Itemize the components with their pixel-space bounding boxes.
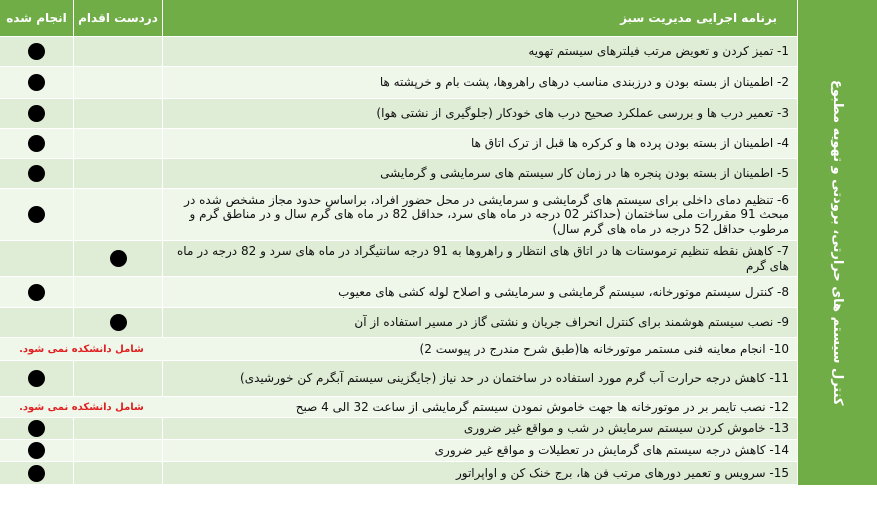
- done-cell: [0, 67, 74, 99]
- program-item: [163, 418, 797, 440]
- done-marker-icon: [28, 105, 45, 122]
- in-progress-cell: [74, 189, 163, 241]
- done-marker-icon: [28, 284, 45, 301]
- done-marker-icon: [28, 206, 45, 223]
- program-item-text: 5- اطمینان از بسته بودن پنجره ها در زمان کار سیستم های سرمایشی و گرمایشی: [380, 166, 789, 181]
- program-item: [163, 159, 797, 189]
- done-marker-icon: [28, 74, 45, 91]
- not-applicable-note: شامل دانشکده نمی شود.: [0, 338, 163, 361]
- program-item: [163, 241, 797, 277]
- program-item: [163, 189, 797, 241]
- program-item-text: 9- نصب سیستم هوشمند برای کنترل انحراف جریان و نشتی گاز در مسیر استفاده از آن: [354, 315, 789, 330]
- in-progress-cell: [74, 308, 163, 338]
- done-marker-icon: [28, 43, 45, 60]
- done-cell: [0, 99, 74, 129]
- in-progress-cell: [74, 462, 163, 485]
- in-progress-cell: [74, 361, 163, 397]
- done-cell: [0, 440, 74, 462]
- header-title: برنامه اجرایی مدیریت سبز: [163, 0, 797, 37]
- program-item-text: 8- کنترل سیستم موتورخانه، سیستم گرمایشی و سرمایشی و اصلاح لوله کشی های معیوب: [338, 284, 789, 299]
- side-category-text: کنترل سیستم های حرارتی، برودتی و تهویه مطبوع: [830, 79, 845, 406]
- program-item-text: 7- کاهش نقطه تنظیم ترموستات ها در اتاق های انتظار و راهروها به 91 درجه سانتیگراد در ماه های سرد و 82 درجه در ماه های گرم: [177, 244, 789, 273]
- program-item: [163, 67, 797, 99]
- done-marker-icon: [28, 165, 45, 182]
- header-in-progress: دردست اقدام: [74, 0, 163, 37]
- program-item-text: 13- خاموش کردن سیستم سرمایش در شب و مواقع غیر ضروری: [463, 421, 789, 436]
- done-marker-icon: [28, 420, 45, 437]
- done-marker-icon: [28, 135, 45, 152]
- program-item-text: 1- تمیز کردن و تعویض مرتب فیلترهای سیستم تهویه: [528, 44, 789, 59]
- program-item: [163, 308, 797, 338]
- in-progress-cell: [74, 418, 163, 440]
- program-item-text: 4- اطمینان از بسته بودن پرده ها و کرکره ها قبل از ترک اتاق ها: [470, 136, 789, 151]
- program-item-text: 6- تنظیم دمای داخلی برای سیستم های گرمایشی و سرمایشی در محل حضور افراد، براساس حدود مجاز مشخص شده در مبحث 91 مقررات ملی ساختمان (حداکثر 02 درجه در ماه های سرد، حداقل 82 در ماه های گرم سال و در مناطق گرم و مرطوب حداقل 52 درجه در ماه های گرم سال): [184, 192, 789, 236]
- in-progress-marker-icon: [110, 314, 127, 331]
- done-cell: [0, 462, 74, 485]
- program-item: [163, 338, 797, 361]
- in-progress-cell: [74, 129, 163, 159]
- in-progress-marker-icon: [110, 250, 127, 267]
- done-marker-icon: [28, 442, 45, 459]
- program-item-text: 14- کاهش درجه سیستم های گرمایش در تعطیلات و مواقع غیر ضروری: [434, 443, 789, 458]
- program-item-text: 3- تعمیر درب ها و بررسی عملکرد صحیح درب های خودکار (جلوگیری از نشتی هوا): [376, 106, 789, 121]
- done-cell: [0, 361, 74, 397]
- done-cell: [0, 129, 74, 159]
- in-progress-cell: [74, 67, 163, 99]
- program-item: [163, 277, 797, 308]
- done-cell: [0, 189, 74, 241]
- not-applicable-note: شامل دانشکده نمی شود.: [0, 397, 163, 418]
- program-item: [163, 462, 797, 485]
- in-progress-cell: [74, 241, 163, 277]
- program-item-text: 12- نصب تایمر بر در موتورخانه ها جهت خاموش نمودن سیستم گرمایشی از ساعت 32 الی 4 صبح: [295, 399, 789, 414]
- in-progress-cell: [74, 99, 163, 129]
- in-progress-cell: [74, 37, 163, 67]
- done-cell: [0, 241, 74, 277]
- program-item: [163, 99, 797, 129]
- program-item-text: 2- اطمینان از بسته بودن و درزبندی مناسب درهای راهروها، پشت بام و خرپشته ها: [379, 75, 789, 90]
- done-cell: [0, 277, 74, 308]
- program-item: [163, 397, 797, 418]
- side-category-label: [797, 0, 877, 485]
- program-item: [163, 129, 797, 159]
- program-item: [163, 440, 797, 462]
- header-done: انجام شده: [0, 0, 74, 37]
- program-item: [163, 361, 797, 397]
- done-cell: [0, 418, 74, 440]
- in-progress-cell: [74, 159, 163, 189]
- program-item-text: 15- سرویس و تعمیر دورهای مرتب فن ها، برج خنک کن و اواپراتور: [455, 465, 789, 480]
- done-cell: [0, 37, 74, 67]
- done-cell: [0, 159, 74, 189]
- program-item: [163, 37, 797, 67]
- done-marker-icon: [28, 465, 45, 482]
- in-progress-cell: [74, 277, 163, 308]
- program-item-text: 10- انجام معاینه فنی مستمر موتورخانه ها(طبق شرح مندرج در پیوست 2): [419, 341, 789, 356]
- done-cell: [0, 308, 74, 338]
- program-item-text: 11- کاهش درجه حرارت آب گرم مورد استفاده در ساختمان در حد نیاز (جایگزینی سیستم آبگرم کن خورشیدی): [240, 371, 789, 386]
- done-marker-icon: [28, 370, 45, 387]
- in-progress-cell: [74, 440, 163, 462]
